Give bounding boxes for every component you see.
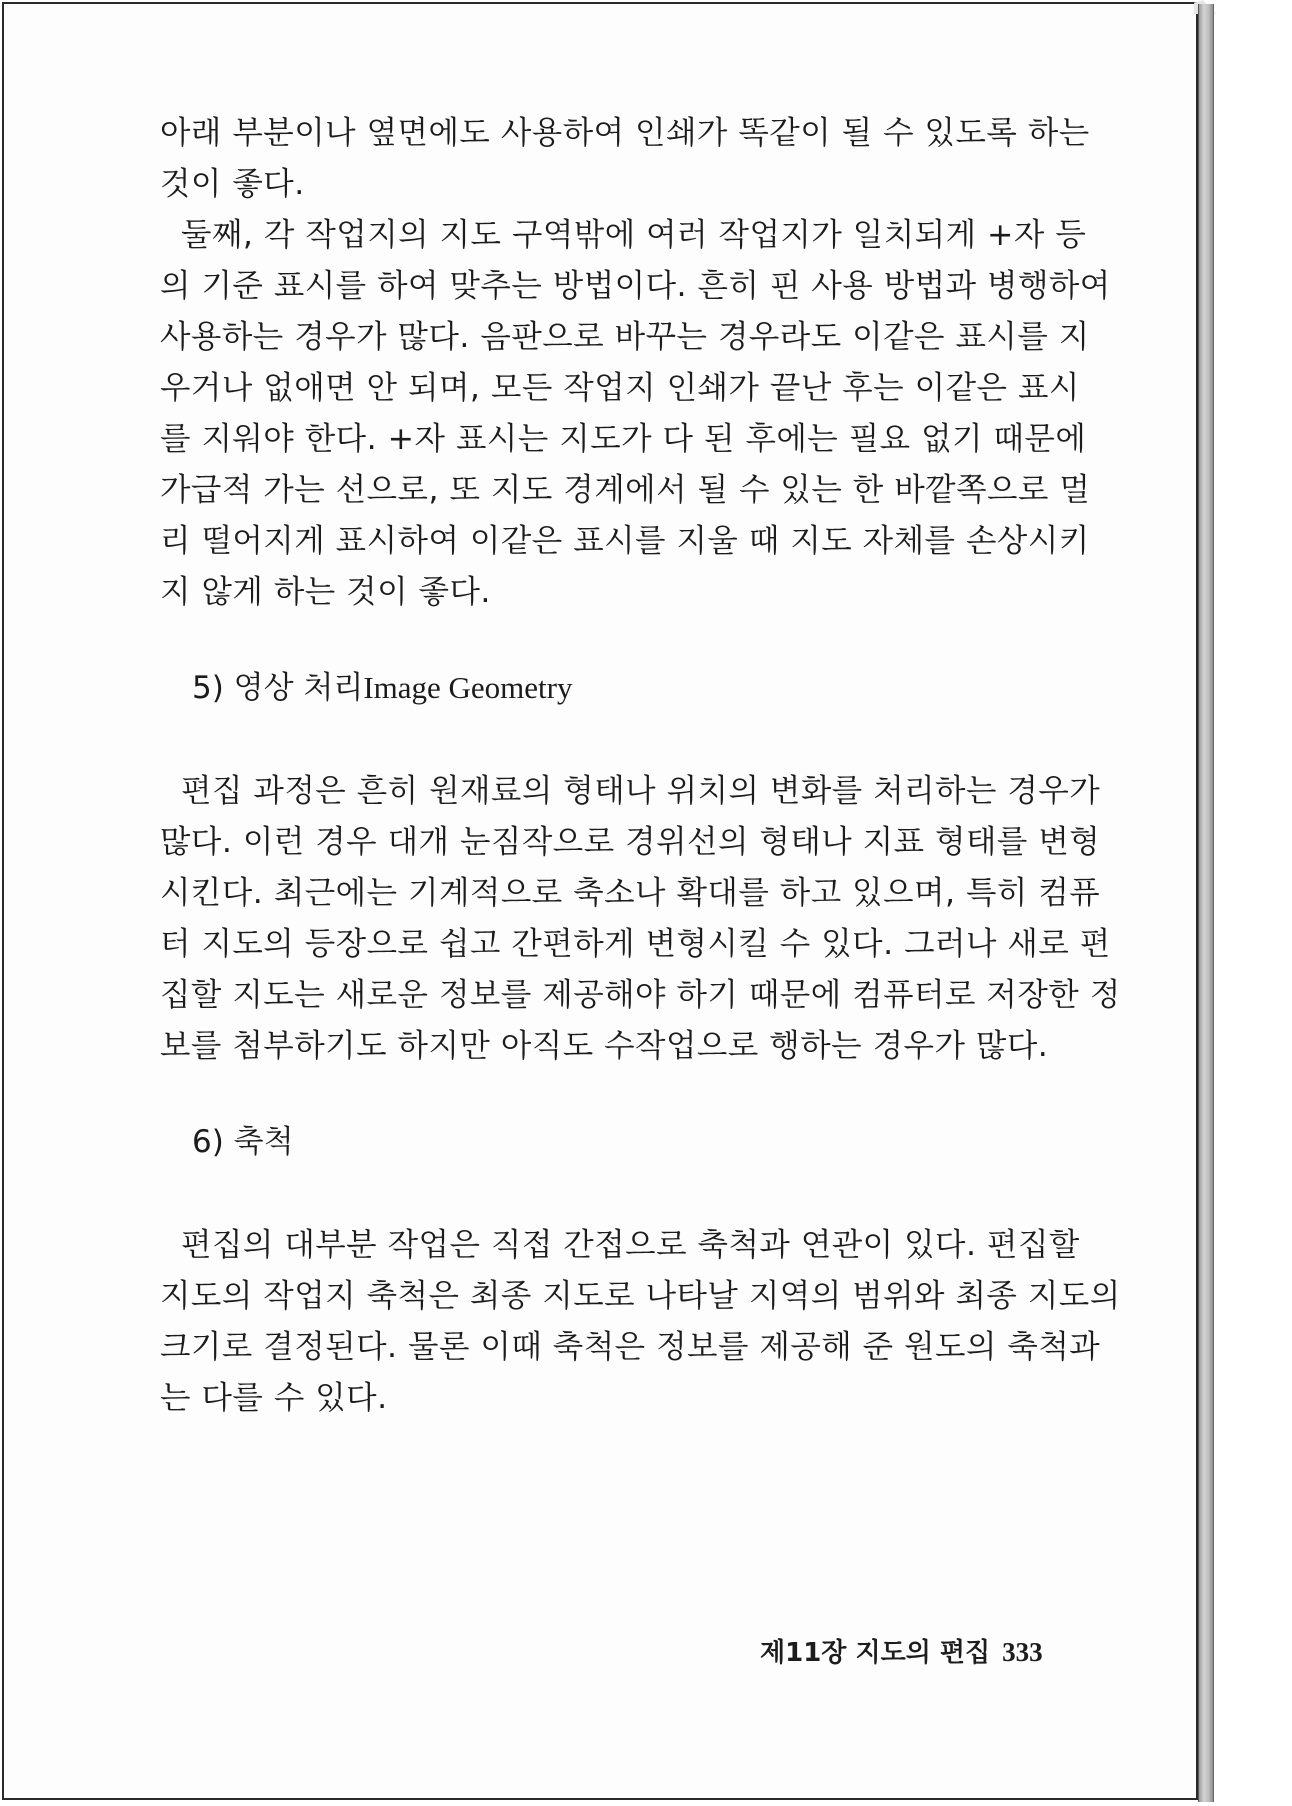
text-line: 가급적 가는 선으로, 또 지도 경계에서 될 수 있는 한 바깥쪽으로 멀: [160, 472, 1091, 508]
paragraph-image-geometry: [160, 766, 1121, 1072]
text-line: 아래 부분이나 옆면에도 사용하여 인쇄가 똑같이 될 수 있도록 하는: [160, 115, 1090, 151]
text-line: 편집 과정은 흔히 원재료의 형태나 위치의 변화를 처리하는 경우가: [160, 773, 1101, 809]
page-stack-edge: [1198, 4, 1214, 1802]
text-line: 를 지워야 한다. +자 표시는 지도가 다 된 후에는 필요 없기 때문에: [160, 421, 1087, 457]
text-line: 지도의 작업지 축척은 최종 지도로 나타날 지역의 범위와 최종 지도의: [160, 1278, 1121, 1314]
page-body: [160, 108, 1121, 1424]
section-heading-image-geometry: [160, 662, 1052, 714]
text-line: 크기로 결정된다. 물론 이때 축척은 정보를 제공해 준 원도의 축척과: [160, 1329, 1101, 1365]
text-line: 보를 첨부하기도 하지만 아직도 수작업으로 행하는 경우가 많다.: [160, 1028, 1049, 1064]
heading-korean: 5) 영상 처리: [192, 670, 364, 706]
text-line: 터 지도의 등장으로 쉽고 간편하게 변형시킬 수 있다. 그러나 새로 편: [160, 926, 1111, 962]
text-line: 리 떨어지게 표시하여 이같은 표시를 지울 때 지도 자체를 손상시키: [160, 523, 1090, 559]
page-number: 333: [1002, 1637, 1043, 1667]
paragraph-reference-marks: [160, 210, 1111, 618]
paragraph-scale: [160, 1220, 1121, 1424]
section-heading-scale: 6) 축척: [192, 1124, 294, 1160]
text-line: 의 기준 표시를 하여 맞추는 방법이다. 흔히 핀 사용 방법과 병행하여: [160, 268, 1111, 304]
text-line: 시킨다. 최근에는 기계적으로 축소나 확대를 하고 있으며, 특히 컴퓨: [160, 875, 1101, 911]
heading-english: Image Geometry: [363, 670, 573, 705]
text-line: 것이 좋다.: [160, 166, 305, 202]
chapter-title: 제11장 지도의 편집: [760, 1638, 991, 1668]
text-line: 둘째, 각 작업지의 지도 구역밖에 여러 작업지가 일치되게 +자 등: [160, 217, 1087, 253]
running-footer: [760, 1632, 1043, 1669]
text-line: 우거나 없애면 안 되며, 모든 작업지 인쇄가 끝난 후는 이같은 표시: [160, 370, 1080, 406]
text-line: 편집의 대부분 작업은 직접 간접으로 축척과 연관이 있다. 편집할: [160, 1227, 1080, 1263]
text-line: 는 다를 수 있다.: [160, 1380, 388, 1416]
text-line: 사용하는 경우가 많다. 음판으로 바꾸는 경우라도 이같은 표시를 지: [160, 319, 1090, 355]
text-line: 많다. 이런 경우 대개 눈짐작으로 경위선의 형태나 지표 형태를 변형: [160, 824, 1101, 860]
intro-paragraph: [160, 108, 1090, 210]
text-line: 집할 지도는 새로운 정보를 제공해야 하기 때문에 컴퓨터로 저장한 정: [160, 977, 1121, 1013]
text-line: 지 않게 하는 것이 좋다.: [160, 574, 491, 610]
